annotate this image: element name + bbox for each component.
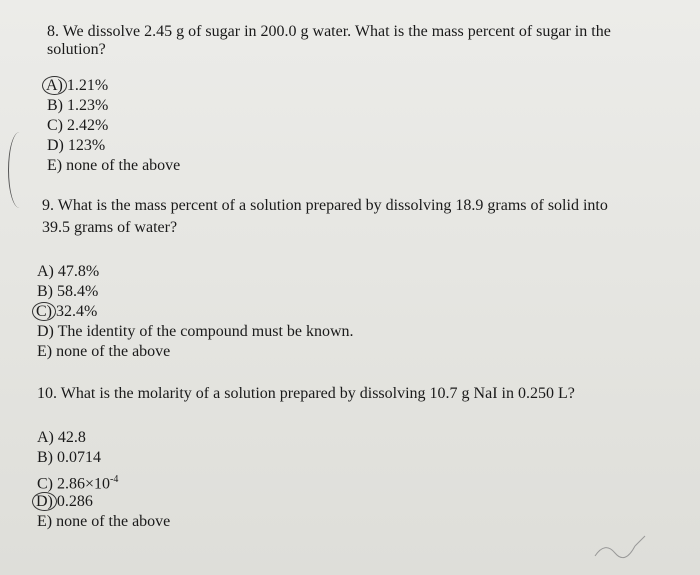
q8-choice-a-letter: A) [42, 76, 67, 95]
q9-text-line2: 39.5 grams of water? [42, 219, 178, 236]
q8-choice-d: D) 123% [47, 137, 106, 154]
q9-choice-b: B) 58.4% [37, 283, 99, 300]
q8-choice-c: C) 2.42% [47, 117, 109, 134]
q10-choice-d [37, 492, 93, 512]
q10-choice-c [37, 470, 118, 494]
q10-text: 10. What is the molarity of a solution prepared by dissolving 10.7 g NaI in 0.250 L? [37, 385, 575, 402]
q10-choice-b: B) 0.0714 [37, 449, 101, 466]
pencil-bracket-mark [8, 132, 31, 208]
q10-choice-d-value: 0.286 [56, 493, 93, 510]
q8-choice-a-value: 1.21% [66, 77, 109, 94]
q9-choice-c-letter: C) [32, 302, 56, 321]
q10-choice-d-letter: D) [32, 492, 57, 511]
q10-choice-a: A) 42.8 [37, 429, 86, 446]
q8-choice-a [47, 76, 108, 96]
q8-choice-b: B) 1.23% [47, 97, 109, 114]
q9-choice-d: D) The identity of the compound must be known. [37, 323, 354, 340]
q9-choice-e: E) none of the above [37, 343, 171, 360]
q9-choice-c [37, 302, 97, 322]
q8-text-line2: solution? [47, 41, 106, 58]
q8-text-line1: 8. We dissolve 2.45 g of sugar in 200.0 g water. What is the mass percent of sugar in the [47, 23, 611, 40]
q9-choice-a: A) 47.8% [37, 263, 100, 280]
q10-choice-c-exponent: -4 [110, 474, 119, 485]
q9-choice-c-value: 32.4% [56, 303, 98, 320]
q10-choice-e: E) none of the above [37, 513, 171, 530]
pencil-scribble-mark [590, 531, 650, 561]
q10-choice-c-base: C) 2.86×10 [37, 475, 111, 493]
q9-text-line1: 9. What is the mass percent of a solution prepared by dissolving 18.9 grams of solid into [42, 197, 608, 214]
q8-choice-e: E) none of the above [47, 157, 181, 174]
